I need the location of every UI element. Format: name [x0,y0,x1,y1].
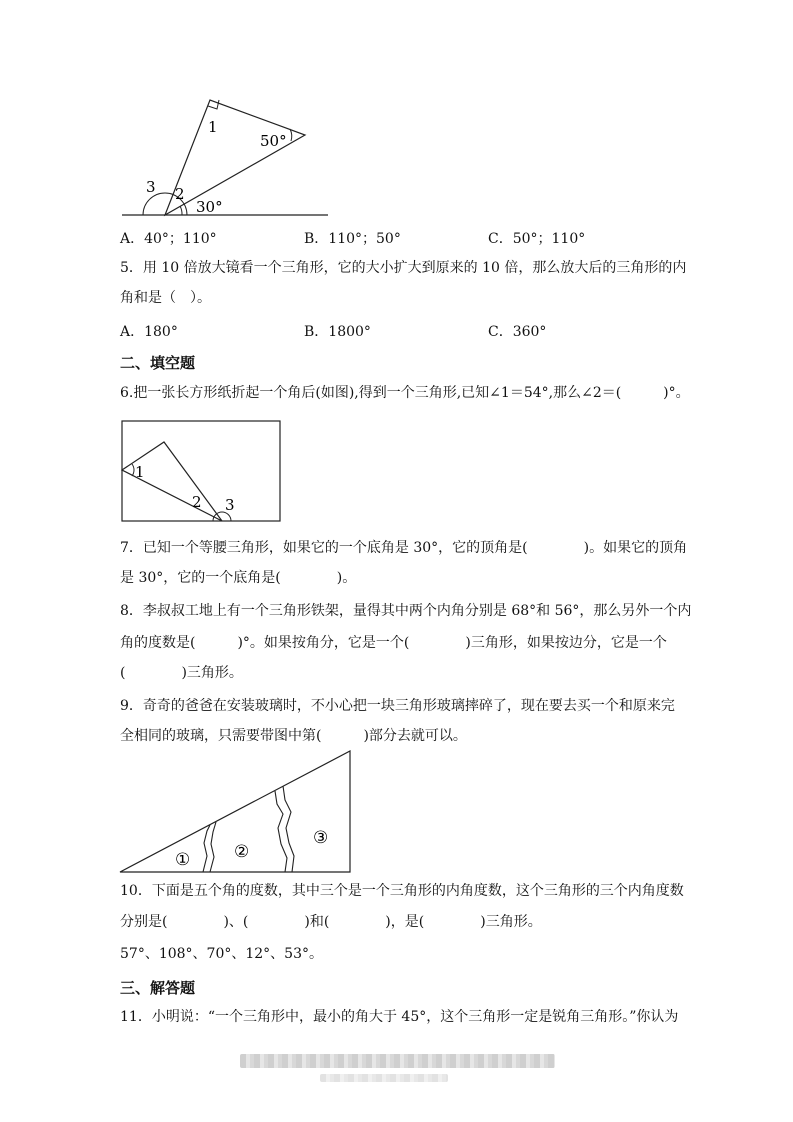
q10-line-3: 57°、108°、70°、12°、53°。 [120,946,323,962]
q5-option-a: A．180° [120,324,178,340]
label-2: 2 [192,493,202,511]
q9-line-1: 9．奇奇的爸爸在安装玻璃时，不小心把一块三角形玻璃摔碎了，现在要去买一个和原来完 [120,698,675,714]
q5-line-2: 角和是（ ）。 [120,290,211,306]
q4-option-a: A．40°；110° [120,231,217,247]
q5-option-c: C．360° [488,324,547,340]
q4-figure [110,90,340,225]
q5-option-b: B．1800° [304,324,371,340]
q10-line-1: 10．下面是五个角的度数，其中三个是一个三角形的内角度数，这个三角形的三个内角度数 [120,883,684,899]
angle-50-arc [290,129,292,141]
q8-line-3: ( )三角形。 [120,665,243,681]
piece-2-label: ② [234,842,250,862]
crack-2-right [283,786,294,872]
q9-figure [115,748,355,876]
q6-figure [118,418,284,526]
q4-option-b: B．110°；50° [304,231,401,247]
label-3: 3 [225,496,235,514]
q10-line-2: 分别是( )、( )和( )，是( )三角形。 [120,914,542,930]
piece-3-label: ③ [313,828,329,848]
q4-option-c: C．50°；110° [488,231,586,247]
footer-watermark-sub [320,1074,448,1082]
q9-line-2: 全相同的玻璃，只需要带图中第( )部分去就可以。 [120,728,467,744]
q8-line-1: 8．李叔叔工地上有一个三角形铁架，量得其中两个内角分别是 68°和 56°，那么另外一个内 [120,603,692,619]
q11-line-1: 11．小明说：“一个三角形中，最小的角大于 45°，这个三角形一定是锐角三角形。”你认为 [120,1009,679,1025]
label-50: 50° [260,132,287,150]
crack-2-left [275,791,287,872]
triangle [165,100,305,215]
q7-line-2: 是 30°，它的一个底角是( )。 [120,570,357,586]
q6-line-1: 6.把一张长方形纸折起一个角后(如图),得到一个三角形,已知∠1＝54°,那么∠2＝( )°。 [120,385,690,401]
crack-1-right [210,822,216,872]
angle-30-arc [180,206,182,215]
section-3-title: 三、解答题 [120,979,196,997]
label-3: 3 [146,178,156,196]
label-1: 1 [135,463,145,481]
q8-line-2: 角的度数是( )°。如果按角分，它是一个( )三角形，如果按边分，它是一个 [120,635,667,651]
label-1: 1 [208,118,218,136]
q5-line-1: 5．用 10 倍放大镜看一个三角形，它的大小扩大到原来的 10 倍，那么放大后的三角形的内 [120,260,687,276]
crack-1-left [203,825,210,872]
section-2-title: 二、填空题 [120,354,196,372]
folded-triangle [122,442,222,521]
footer-watermark [240,1054,555,1068]
q7-line-1: 7．已知一个等腰三角形，如果它的一个底角是 30°，它的顶角是( )。如果它的顶角 [120,540,688,556]
label-2: 2 [175,185,185,203]
piece-1-label: ① [175,850,191,870]
label-30: 30° [196,198,223,216]
